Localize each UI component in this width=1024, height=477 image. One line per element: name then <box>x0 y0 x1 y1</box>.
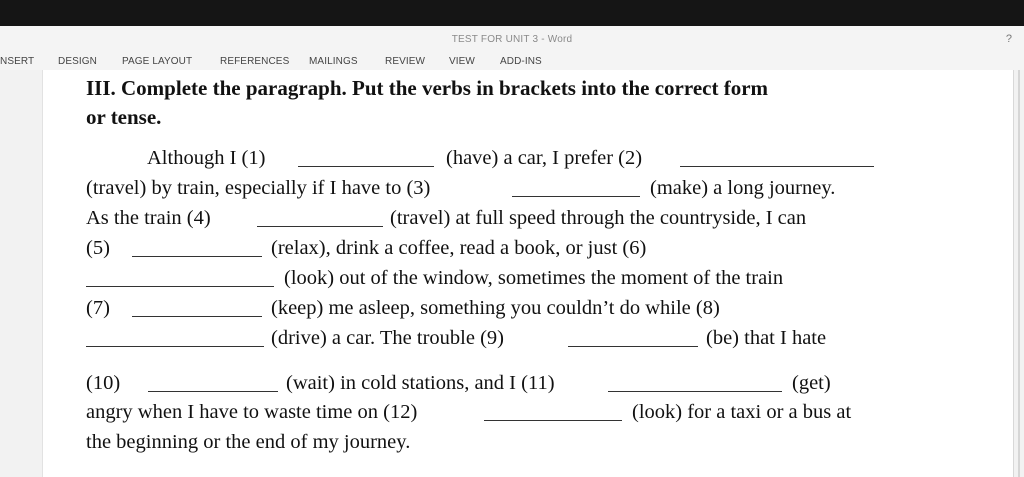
paragraph-text: the beginning or the end of my journey. <box>86 431 411 453</box>
paragraph-text: (look) for a taxi or a bus at <box>632 401 852 423</box>
exercise-heading-line-2: or tense. <box>86 105 162 129</box>
tab-mailings[interactable]: MAILINGS <box>309 56 358 67</box>
tab-add-ins[interactable]: ADD-INS <box>500 56 542 67</box>
answer-blank-1[interactable] <box>298 166 434 167</box>
answer-blank-11[interactable] <box>608 391 782 392</box>
paragraph-text: Although I (1) <box>147 147 266 169</box>
answer-blank-7[interactable] <box>132 316 262 317</box>
paragraph-text: (10) <box>86 372 121 394</box>
paragraph-text: (travel) at full speed through the countryside, I can <box>390 207 807 229</box>
tab-references[interactable]: REFERENCES <box>220 56 290 67</box>
paragraph-text: (make) a long journey. <box>650 177 836 199</box>
answer-blank-8[interactable] <box>86 346 264 347</box>
paragraph-text: (have) a car, I prefer (2) <box>446 147 643 169</box>
answer-blank-3[interactable] <box>512 196 640 197</box>
window-titlebar <box>0 26 1024 48</box>
tab-design[interactable]: DESIGN <box>58 56 97 67</box>
paragraph-text: (7) <box>86 297 110 319</box>
paragraph-text: (be) that I hate <box>706 327 827 349</box>
tab-view[interactable]: VIEW <box>449 56 475 67</box>
paragraph-text: (5) <box>86 237 110 259</box>
page-edge <box>1018 70 1020 477</box>
answer-blank-4[interactable] <box>257 226 383 227</box>
answer-blank-12[interactable] <box>484 420 622 421</box>
paragraph-text: (relax), drink a coffee, read a book, or just (6) <box>271 237 647 259</box>
tab-insert[interactable]: NSERT <box>0 56 35 67</box>
paragraph-text: (keep) me asleep, something you couldn’t do while (8) <box>271 297 720 319</box>
tab-review[interactable]: REVIEW <box>385 56 426 67</box>
window-title: TEST FOR UNIT 3 - Word <box>451 34 573 45</box>
answer-blank-6[interactable] <box>86 286 274 287</box>
paragraph-text: (look) out of the window, sometimes the moment of the train <box>284 267 784 289</box>
answer-blank-2[interactable] <box>680 166 874 167</box>
answer-blank-9[interactable] <box>568 346 698 347</box>
paragraph-text: (drive) a car. The trouble (9) <box>271 327 504 349</box>
ribbon-tabs <box>0 48 1024 70</box>
exercise-heading-line-1: III. Complete the paragraph. Put the verbs in brackets into the correct form <box>86 76 769 100</box>
tab-page-layout[interactable]: PAGE LAYOUT <box>122 56 193 67</box>
paragraph-text: (travel) by train, especially if I have to (3) <box>86 177 431 199</box>
paragraph-text: (wait) in cold stations, and I (11) <box>286 372 555 394</box>
paragraph-text: angry when I have to waste time on (12) <box>86 401 418 423</box>
help-button[interactable]: ? <box>1005 33 1012 45</box>
paragraph-text: (get) <box>792 372 831 394</box>
answer-blank-5[interactable] <box>132 256 262 257</box>
paragraph-text: As the train (4) <box>86 207 211 229</box>
answer-blank-10[interactable] <box>148 391 278 392</box>
title-bar-dark-strip <box>0 0 1024 26</box>
